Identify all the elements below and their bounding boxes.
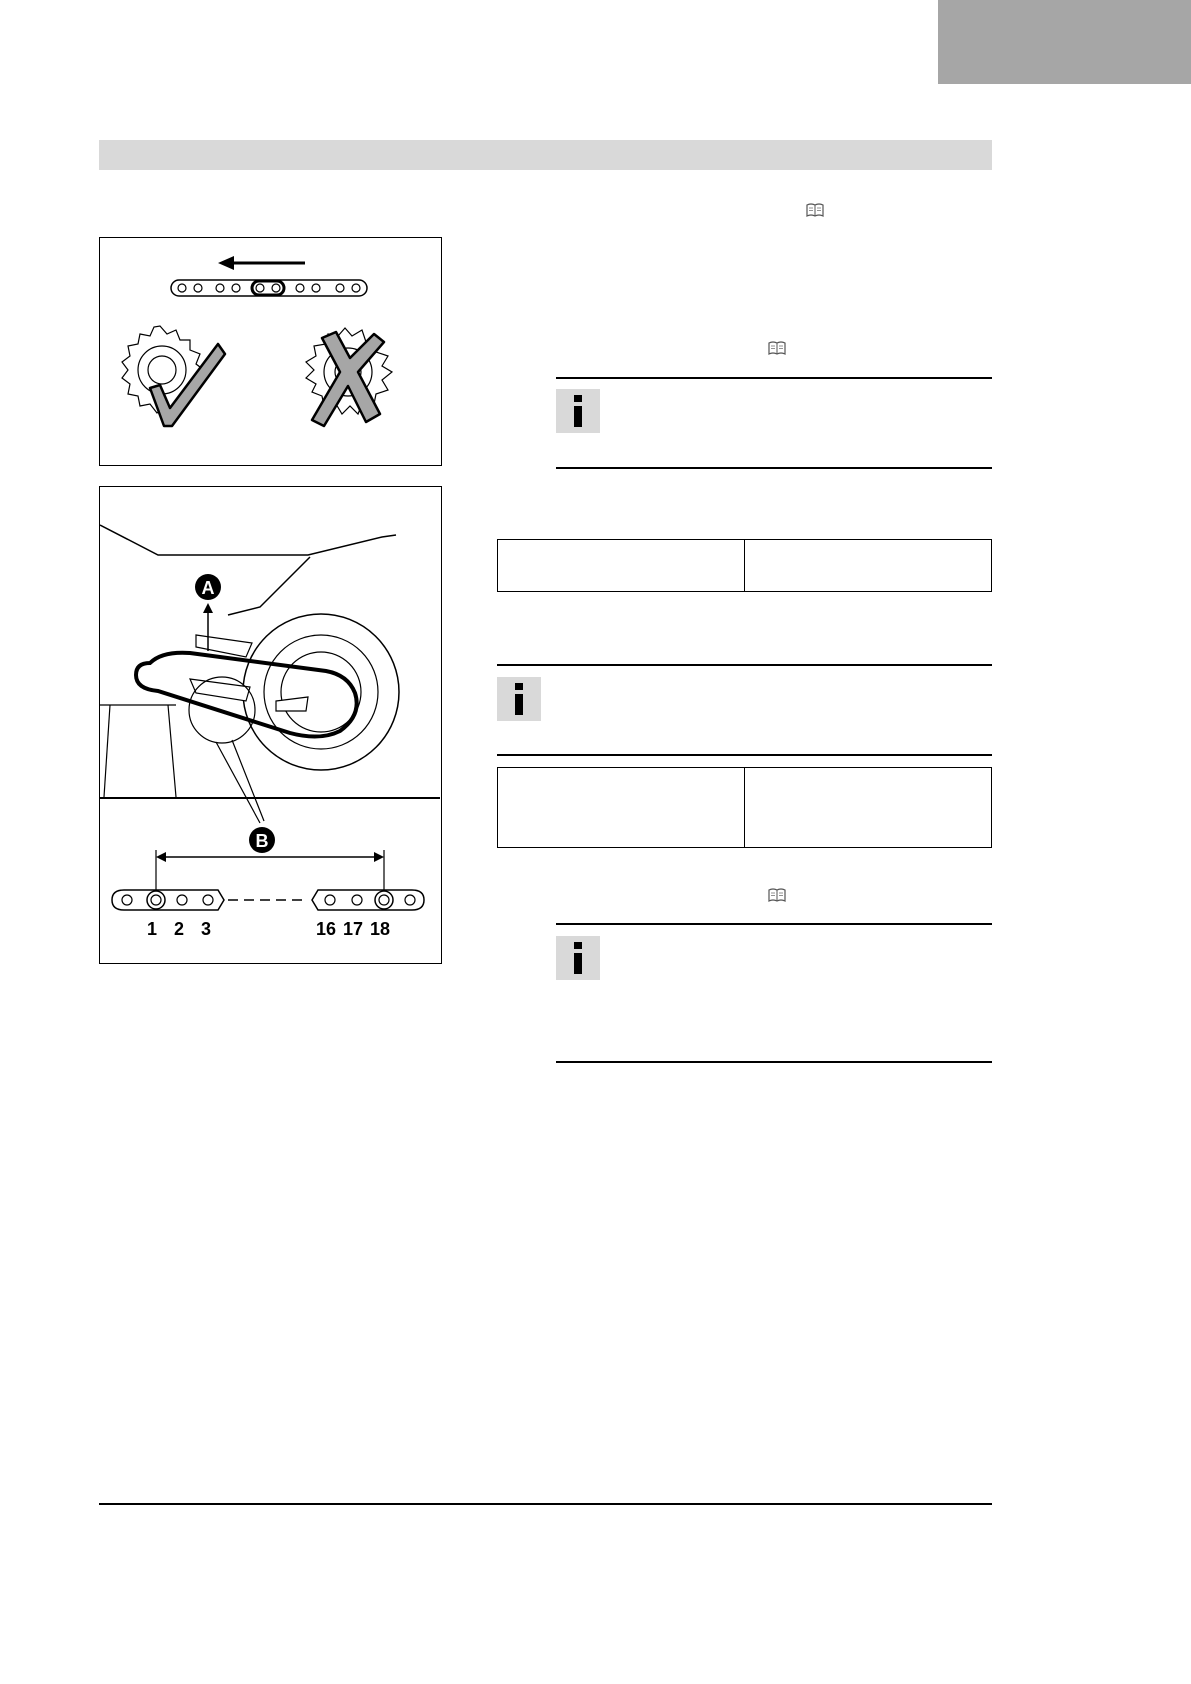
chapter-tab xyxy=(938,0,1191,84)
callout-b: B xyxy=(255,831,269,851)
info-icon xyxy=(497,677,541,721)
link-label-3: 3 xyxy=(200,919,212,939)
link-label-1: 1 xyxy=(146,919,158,939)
note-rule-top xyxy=(497,664,992,666)
book-icon[interactable] xyxy=(768,341,786,360)
spec-table xyxy=(497,767,992,848)
note-rule-bottom xyxy=(556,1061,992,1063)
link-label-2: 2 xyxy=(173,919,185,939)
book-icon[interactable] xyxy=(768,888,786,907)
spec-cell xyxy=(744,540,991,591)
note-rule-top xyxy=(556,923,992,925)
spec-cell xyxy=(498,768,744,847)
footer-rule xyxy=(99,1503,992,1505)
spec-cell xyxy=(744,768,991,847)
spec-table xyxy=(497,539,992,592)
info-icon xyxy=(556,389,600,433)
note-rule-bottom xyxy=(556,467,992,469)
link-label-17: 17 xyxy=(342,919,364,939)
chain-illustration xyxy=(171,280,367,296)
book-icon[interactable] xyxy=(806,203,824,222)
callout-a: A xyxy=(201,578,215,598)
note-rule-top xyxy=(556,377,992,379)
note-rule-bottom xyxy=(497,754,992,756)
spec-cell xyxy=(498,540,744,591)
link-label-16: 16 xyxy=(315,919,337,939)
info-icon xyxy=(556,936,600,980)
figure-chain-wear xyxy=(99,486,442,964)
link-label-18: 18 xyxy=(369,919,391,939)
figure-sprocket-check xyxy=(99,237,442,466)
section-heading-bar xyxy=(99,140,992,170)
